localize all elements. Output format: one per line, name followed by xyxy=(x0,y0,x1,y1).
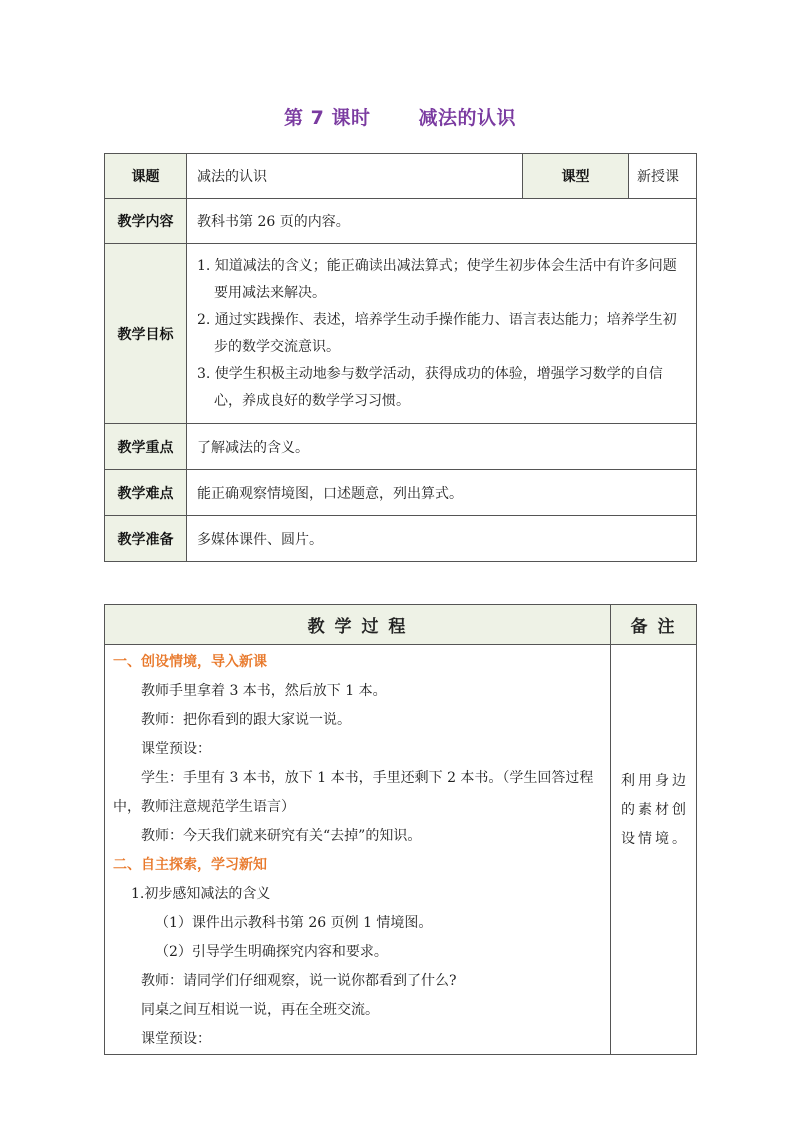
content-label: 教学内容 xyxy=(105,199,187,244)
info-row-topic xyxy=(105,154,697,199)
key-label: 教学重点 xyxy=(105,424,187,470)
difficulty-value: 能正确观察情境图，口述题意，列出算式。 xyxy=(187,470,697,516)
info-row-goals xyxy=(105,244,697,424)
process-header: 教 学 过 程 xyxy=(105,605,611,645)
difficulty-label: 教学难点 xyxy=(105,470,187,516)
info-row-prep xyxy=(105,516,697,562)
goal-item: 1. 知道减法的含义；能正确读出减法算式；使学生初步体会生活中有许多问题要用减法来解决。 xyxy=(197,257,677,301)
process-line: 学生：手里有 3 本书，放下 1 本书，手里还剩下 2 本书。（学生回答过程中，教师注意规范学生语言） xyxy=(113,770,594,815)
goal-item: 2. 通过实践操作、表述，培养学生动手操作能力、语言表达能力；培养学生初步的数学交流意识。 xyxy=(197,311,677,355)
goals-label: 教学目标 xyxy=(105,244,187,424)
lesson-topic: 减法的认识 xyxy=(418,107,516,129)
process-body xyxy=(105,645,611,1055)
teaching-process-table xyxy=(104,604,697,1055)
section-2-heading: 二、自主探索，学习新知 xyxy=(113,857,267,873)
section-1-heading: 一、创设情境，导入新课 xyxy=(113,654,267,670)
process-line: 同桌之间互相说一说，再在全班交流。 xyxy=(141,1002,379,1018)
type-value: 新授课 xyxy=(629,154,697,199)
topic-value: 减法的认识 xyxy=(187,154,523,199)
info-row-difficulty xyxy=(105,470,697,516)
note-text: 利用身边的素材创设情境。 xyxy=(611,645,697,1055)
process-header-row xyxy=(105,605,697,645)
goal-item: 3. 使学生积极主动地参与数学活动，获得成功的体验，增强学习数学的自信心，养成良好的数学学习习惯。 xyxy=(197,365,663,409)
process-line: 课堂预设： xyxy=(141,741,211,757)
info-row-content xyxy=(105,199,697,244)
process-line: （1）课件出示教科书第 26 页例 1 情境图。 xyxy=(155,915,433,931)
process-line: 教师：今天我们就来研究有关“去掉”的知识。 xyxy=(141,828,422,844)
process-line: 教师：请同学们仔细观察，说一说你都看到了什么? xyxy=(141,973,457,989)
prep-value: 多媒体课件、圆片。 xyxy=(187,516,697,562)
topic-label: 课题 xyxy=(105,154,187,199)
info-row-key xyxy=(105,424,697,470)
process-body-row xyxy=(105,645,697,1055)
process-line: 教师：把你看到的跟大家说一说。 xyxy=(141,712,351,728)
lesson-info-table xyxy=(104,153,697,562)
note-header: 备 注 xyxy=(611,605,697,645)
prep-label: 教学准备 xyxy=(105,516,187,562)
content-value: 教科书第 26 页的内容。 xyxy=(187,199,697,244)
page-title xyxy=(0,103,800,130)
type-label: 课型 xyxy=(523,154,629,199)
process-line: （2）引导学生明确探究内容和要求。 xyxy=(155,944,388,960)
lesson-number: 第 7 课时 xyxy=(284,107,371,129)
process-line: 课堂预设： xyxy=(141,1031,211,1047)
process-subheading: 1.初步感知减法的含义 xyxy=(131,886,271,902)
process-line: 教师手里拿着 3 本书，然后放下 1 本。 xyxy=(141,683,387,699)
goals-list xyxy=(187,244,697,424)
key-value: 了解减法的含义。 xyxy=(187,424,697,470)
